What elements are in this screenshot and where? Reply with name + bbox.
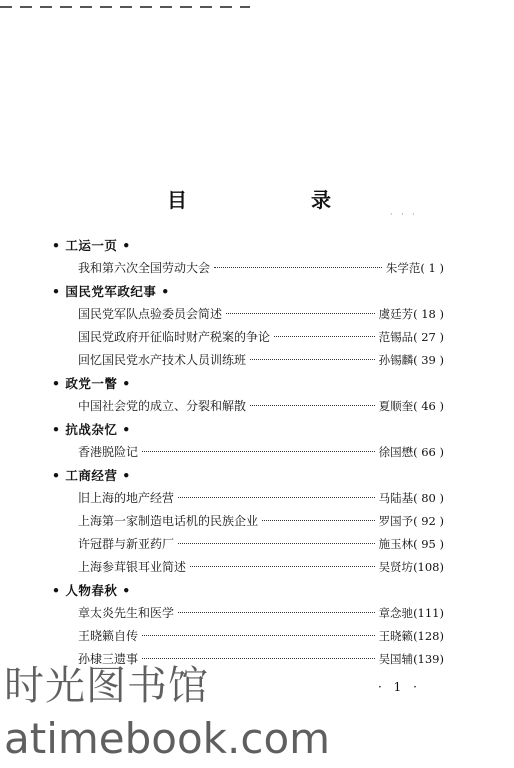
dot-leader	[226, 313, 375, 314]
toc-section-people	[52, 579, 444, 671]
entry-title: 孙棣三遗事	[78, 652, 139, 666]
toc-section-war	[52, 418, 444, 464]
entry-page: ( 18 )	[413, 307, 444, 321]
entry-page: ( 39 )	[413, 353, 444, 367]
toc-entry[interactable]	[52, 441, 444, 464]
toc-section-business	[52, 464, 444, 579]
entry-page: ( 66 )	[413, 445, 444, 459]
entry-author: 马陆基	[378, 491, 414, 505]
entry-page: ( 80 )	[413, 491, 444, 505]
entry-title: 上海第一家制造电话机的民族企业	[78, 514, 259, 528]
watermark	[4, 664, 510, 766]
dot-leader	[190, 566, 375, 567]
dot-leader	[214, 267, 382, 268]
dot-leader	[178, 497, 375, 498]
entry-title: 国民党军队点验委员会简述	[78, 307, 223, 321]
entry-page: ( 27 )	[413, 330, 444, 344]
toc-entry[interactable]	[52, 326, 444, 349]
entry-author: 孙锡麟	[378, 353, 414, 367]
dot-leader	[142, 635, 375, 636]
entry-title: 国民党政府开征临时财产税案的争论	[78, 330, 271, 344]
entry-page: (108)	[413, 560, 444, 574]
page-title: 目 录	[167, 188, 359, 212]
entry-page: (128)	[413, 629, 444, 643]
dot-leader	[178, 612, 375, 613]
toc-entry[interactable]	[52, 257, 444, 280]
entry-author: 夏顺奎	[378, 399, 414, 413]
entry-author: 范锡品	[378, 330, 414, 344]
toc-entry[interactable]	[52, 349, 444, 372]
toc-entry[interactable]	[52, 625, 444, 648]
page-number: · 1 ·	[378, 680, 421, 694]
toc-entry[interactable]	[52, 602, 444, 625]
entry-author: 吴国辅	[378, 652, 414, 666]
toc-section-military	[52, 280, 444, 372]
entry-page: (139)	[413, 652, 444, 666]
dot-leader	[142, 451, 375, 452]
toc-entry[interactable]	[52, 303, 444, 326]
dot-leader	[142, 658, 375, 659]
entry-author: 朱学范	[385, 261, 421, 275]
toc-entry[interactable]	[52, 533, 444, 556]
entry-author: 虞廷芳	[378, 307, 414, 321]
section-title: • 工运一页 •	[52, 238, 131, 253]
entry-author: 吴贤坊	[378, 560, 414, 574]
table-of-contents	[52, 234, 444, 671]
toc-entry[interactable]	[52, 510, 444, 533]
watermark-chinese: 时光图书馆	[4, 663, 209, 709]
entry-author: 施玉林	[378, 537, 414, 551]
toc-entry[interactable]	[52, 395, 444, 418]
entry-title: 上海参茸银耳业简述	[78, 560, 187, 574]
toc-section-parties	[52, 372, 444, 418]
section-title: • 人物春秋 •	[52, 583, 131, 598]
entry-author: 章念驰	[378, 606, 414, 620]
entry-author: 徐国懋	[378, 445, 414, 459]
top-dashed-rule	[0, 6, 250, 8]
entry-title: 我和第六次全国劳动大会	[78, 261, 211, 275]
section-title: • 国民党军政纪事 •	[52, 284, 170, 299]
entry-title: 章太炎先生和医学	[78, 606, 175, 620]
entry-author: 罗国予	[378, 514, 414, 528]
watermark-url: atimebook.com	[4, 714, 331, 763]
toc-entry[interactable]	[52, 556, 444, 579]
section-title: • 工商经营 •	[52, 468, 131, 483]
entry-page: ( 46 )	[413, 399, 444, 413]
dot-leader	[250, 359, 375, 360]
entry-title: 回忆国民党水产技术人员训练班	[78, 353, 247, 367]
section-title: • 政党一瞥 •	[52, 376, 131, 391]
toc-section-labor	[52, 234, 444, 280]
dot-leader	[262, 520, 375, 521]
dot-leader	[178, 543, 375, 544]
dot-leader	[250, 405, 375, 406]
section-title: • 抗战杂忆 •	[52, 422, 131, 437]
toc-entry[interactable]	[52, 487, 444, 510]
entry-page: ( 92 )	[413, 514, 444, 528]
entry-page: ( 1 )	[420, 261, 444, 275]
dot-leader	[274, 336, 375, 337]
entry-author: 王晓籁	[378, 629, 414, 643]
entry-title: 旧上海的地产经营	[78, 491, 175, 505]
entry-title: 王晓籁自传	[78, 629, 139, 643]
entry-title: 许冠群与新亚药厂	[78, 537, 175, 551]
entry-title: 中国社会党的成立、分裂和解散	[78, 399, 247, 413]
entry-page: (111)	[413, 606, 444, 620]
scan-specks: · · ·	[390, 210, 418, 219]
entry-page: ( 95 )	[413, 537, 444, 551]
entry-title: 香港脱险记	[78, 445, 139, 459]
